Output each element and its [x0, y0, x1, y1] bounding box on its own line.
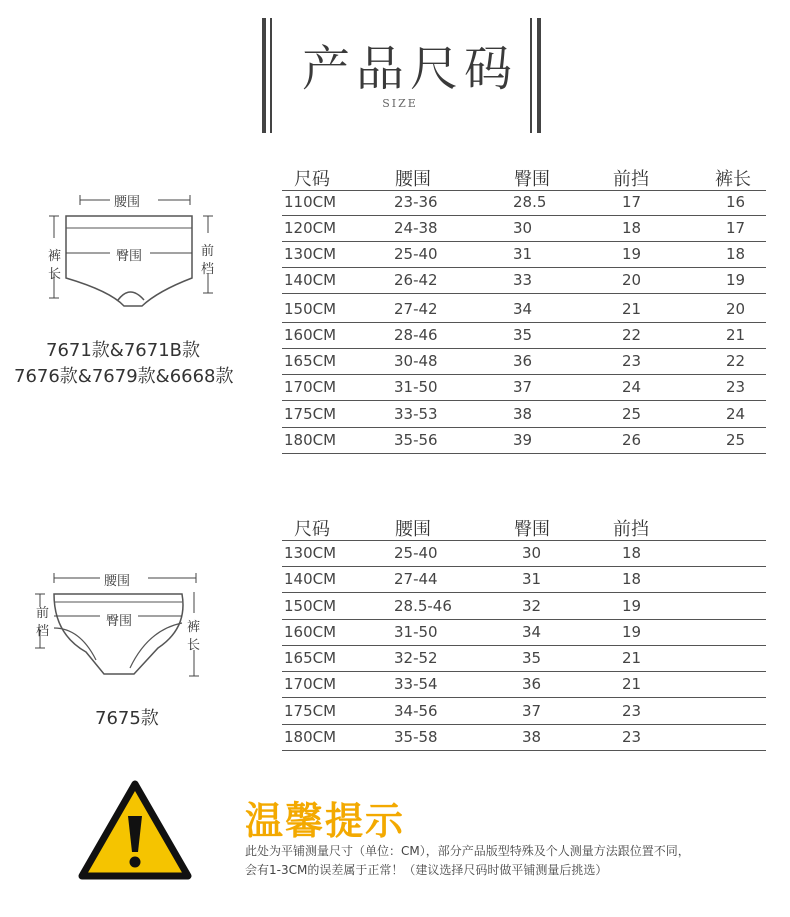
table-cell: 31-50	[394, 378, 438, 396]
table-cell: 20	[726, 300, 746, 318]
table-cell: 18	[622, 570, 642, 588]
table-cell: 130CM	[284, 245, 337, 263]
table-cell: 25-40	[394, 544, 438, 562]
table-cell: 30-48	[394, 352, 438, 370]
table-cell: 17	[726, 219, 746, 237]
briefs-length-label-1: 裤	[187, 620, 201, 635]
table-cell: 28.5-46	[394, 597, 452, 615]
boxer-front-label-1: 前	[201, 244, 215, 259]
table-cell: 35	[522, 649, 542, 667]
boxer-waist-label: 腰围	[114, 195, 141, 210]
table-cell: 33-54	[394, 675, 438, 693]
table-cell: 22	[726, 352, 746, 370]
table-cell: 18	[622, 544, 642, 562]
notice-title: 温馨提示	[245, 799, 406, 843]
table-cell: 31-50	[394, 623, 438, 641]
briefs-hip-label: 臀围	[106, 614, 133, 629]
table-cell: 160CM	[284, 623, 337, 641]
table-cell: 16	[726, 193, 746, 211]
th2-front: 前挡	[613, 519, 649, 540]
table-cell: 23	[622, 702, 642, 720]
table-cell: 34	[513, 300, 533, 318]
table-cell: 165CM	[284, 649, 337, 667]
table-cell: 35-56	[394, 431, 438, 449]
table-cell: 26-42	[394, 271, 438, 289]
table-cell: 30	[513, 219, 533, 237]
notice-text	[245, 842, 775, 880]
th-length: 裤长	[715, 169, 751, 190]
table-cell: 33-53	[394, 405, 438, 423]
table-cell: 23	[622, 352, 642, 370]
model-label-1a: 7671款&7671B款	[46, 340, 201, 361]
table-cell: 28.5	[513, 193, 547, 211]
briefs-waist-label: 腰围	[104, 574, 131, 589]
table-cell: 19	[622, 245, 642, 263]
table-cell: 110CM	[284, 193, 337, 211]
boxer-length-label-1: 裤	[48, 249, 62, 264]
page-subtitle: SIZE	[382, 97, 418, 110]
header-bar-right-inner	[530, 18, 532, 133]
table-row	[282, 647, 766, 672]
boxer-front-label-2: 档	[201, 262, 215, 277]
table-row	[282, 269, 766, 294]
table-row	[282, 542, 766, 567]
boxer-length-label-2: 长	[48, 267, 62, 282]
table-cell: 30	[522, 544, 542, 562]
table-cell: 120CM	[284, 219, 337, 237]
table-cell: 28-46	[394, 326, 438, 344]
table-cell: 39	[513, 431, 533, 449]
table-cell: 19	[622, 623, 642, 641]
table-cell: 25	[622, 405, 642, 423]
table-cell: 34	[522, 623, 542, 641]
table-cell: 25-40	[394, 245, 438, 263]
table-cell: 150CM	[284, 300, 337, 318]
table-cell: 27-44	[394, 570, 438, 588]
table-row	[282, 217, 766, 242]
table-cell: 160CM	[284, 326, 337, 344]
table-row	[282, 298, 766, 323]
table-cell: 38	[522, 728, 542, 746]
table-cell: 31	[513, 245, 533, 263]
table-cell: 23	[622, 728, 642, 746]
boxer-hip-label: 臀围	[116, 249, 143, 264]
size-table-2	[282, 515, 766, 755]
th-hip: 臀围	[514, 169, 550, 190]
table-cell: 23-36	[394, 193, 438, 211]
notice-line-1: 此处为平铺测量尺寸（单位：CM），部分产品版型特殊及个人测量方法跟位置不同，	[245, 844, 690, 858]
table-row	[282, 595, 766, 620]
th2-size: 尺码	[294, 519, 330, 540]
th2-hip: 臀围	[514, 519, 550, 540]
table-row	[282, 350, 766, 375]
th-waist: 腰围	[395, 169, 431, 190]
table-cell: 22	[622, 326, 642, 344]
th-front: 前挡	[613, 169, 649, 190]
table-cell: 35-58	[394, 728, 438, 746]
table-cell: 31	[522, 570, 542, 588]
table-cell: 18	[622, 219, 642, 237]
header-bar-left	[262, 18, 266, 133]
table-cell: 33	[513, 271, 533, 289]
table-row	[282, 700, 766, 725]
table-cell: 38	[513, 405, 533, 423]
header-bar-right	[537, 18, 541, 133]
size-table-1	[282, 165, 766, 455]
table-row	[282, 376, 766, 401]
table-row	[282, 324, 766, 349]
notice-line-2: 会有1-3CM的误差属于正常！（建议选择尺码时做平铺测量后挑选）	[245, 863, 608, 877]
table-cell: 180CM	[284, 728, 337, 746]
table-cell: 130CM	[284, 544, 337, 562]
table-cell: 19	[622, 597, 642, 615]
table-cell: 21	[622, 649, 642, 667]
table-cell: 32	[522, 597, 542, 615]
table-row	[282, 243, 766, 268]
table-cell: 17	[622, 193, 642, 211]
table-cell: 140CM	[284, 271, 337, 289]
table-cell: 180CM	[284, 431, 337, 449]
th2-waist: 腰围	[395, 519, 431, 540]
table-cell: 23	[726, 378, 746, 396]
table-cell: 21	[622, 675, 642, 693]
table-cell: 170CM	[284, 378, 337, 396]
table-cell: 35	[513, 326, 533, 344]
table-cell: 175CM	[284, 405, 337, 423]
table-cell: 18	[726, 245, 746, 263]
th-size: 尺码	[294, 169, 330, 190]
briefs-length-label-2: 长	[187, 638, 201, 653]
table-cell: 26	[622, 431, 642, 449]
table-cell: 24-38	[394, 219, 438, 237]
table2-header-line	[282, 540, 766, 541]
model-label-2: 7675款	[95, 708, 159, 729]
table-cell: 36	[522, 675, 542, 693]
table-cell: 21	[726, 326, 746, 344]
table-cell: 175CM	[284, 702, 337, 720]
table-cell: 32-52	[394, 649, 438, 667]
table-cell: 21	[622, 300, 642, 318]
table-row	[282, 621, 766, 646]
header-bar-left-inner	[270, 18, 272, 133]
briefs-front-label-1: 前	[36, 606, 50, 621]
table-cell: 24	[726, 405, 746, 423]
table-row	[282, 568, 766, 593]
table-row	[282, 673, 766, 698]
table-cell: 165CM	[284, 352, 337, 370]
table-cell: 36	[513, 352, 533, 370]
table-cell: 24	[622, 378, 642, 396]
table-cell: 34-56	[394, 702, 438, 720]
table-cell: 150CM	[284, 597, 337, 615]
table-cell: 20	[622, 271, 642, 289]
table-row	[282, 191, 766, 216]
table-cell: 27-42	[394, 300, 438, 318]
model-label-1b: 7676款&7679款&6668款	[14, 366, 234, 387]
table-row	[282, 726, 766, 751]
table-row	[282, 429, 766, 454]
page-title: 产品尺码	[301, 41, 518, 97]
table-cell: 25	[726, 431, 746, 449]
table-row	[282, 403, 766, 428]
table-cell: 19	[726, 271, 746, 289]
table-cell: 37	[522, 702, 542, 720]
table-cell: 140CM	[284, 570, 337, 588]
table-cell: 170CM	[284, 675, 337, 693]
briefs-front-label-2: 档	[36, 624, 50, 639]
warning-icon	[78, 780, 192, 880]
table-cell: 37	[513, 378, 533, 396]
